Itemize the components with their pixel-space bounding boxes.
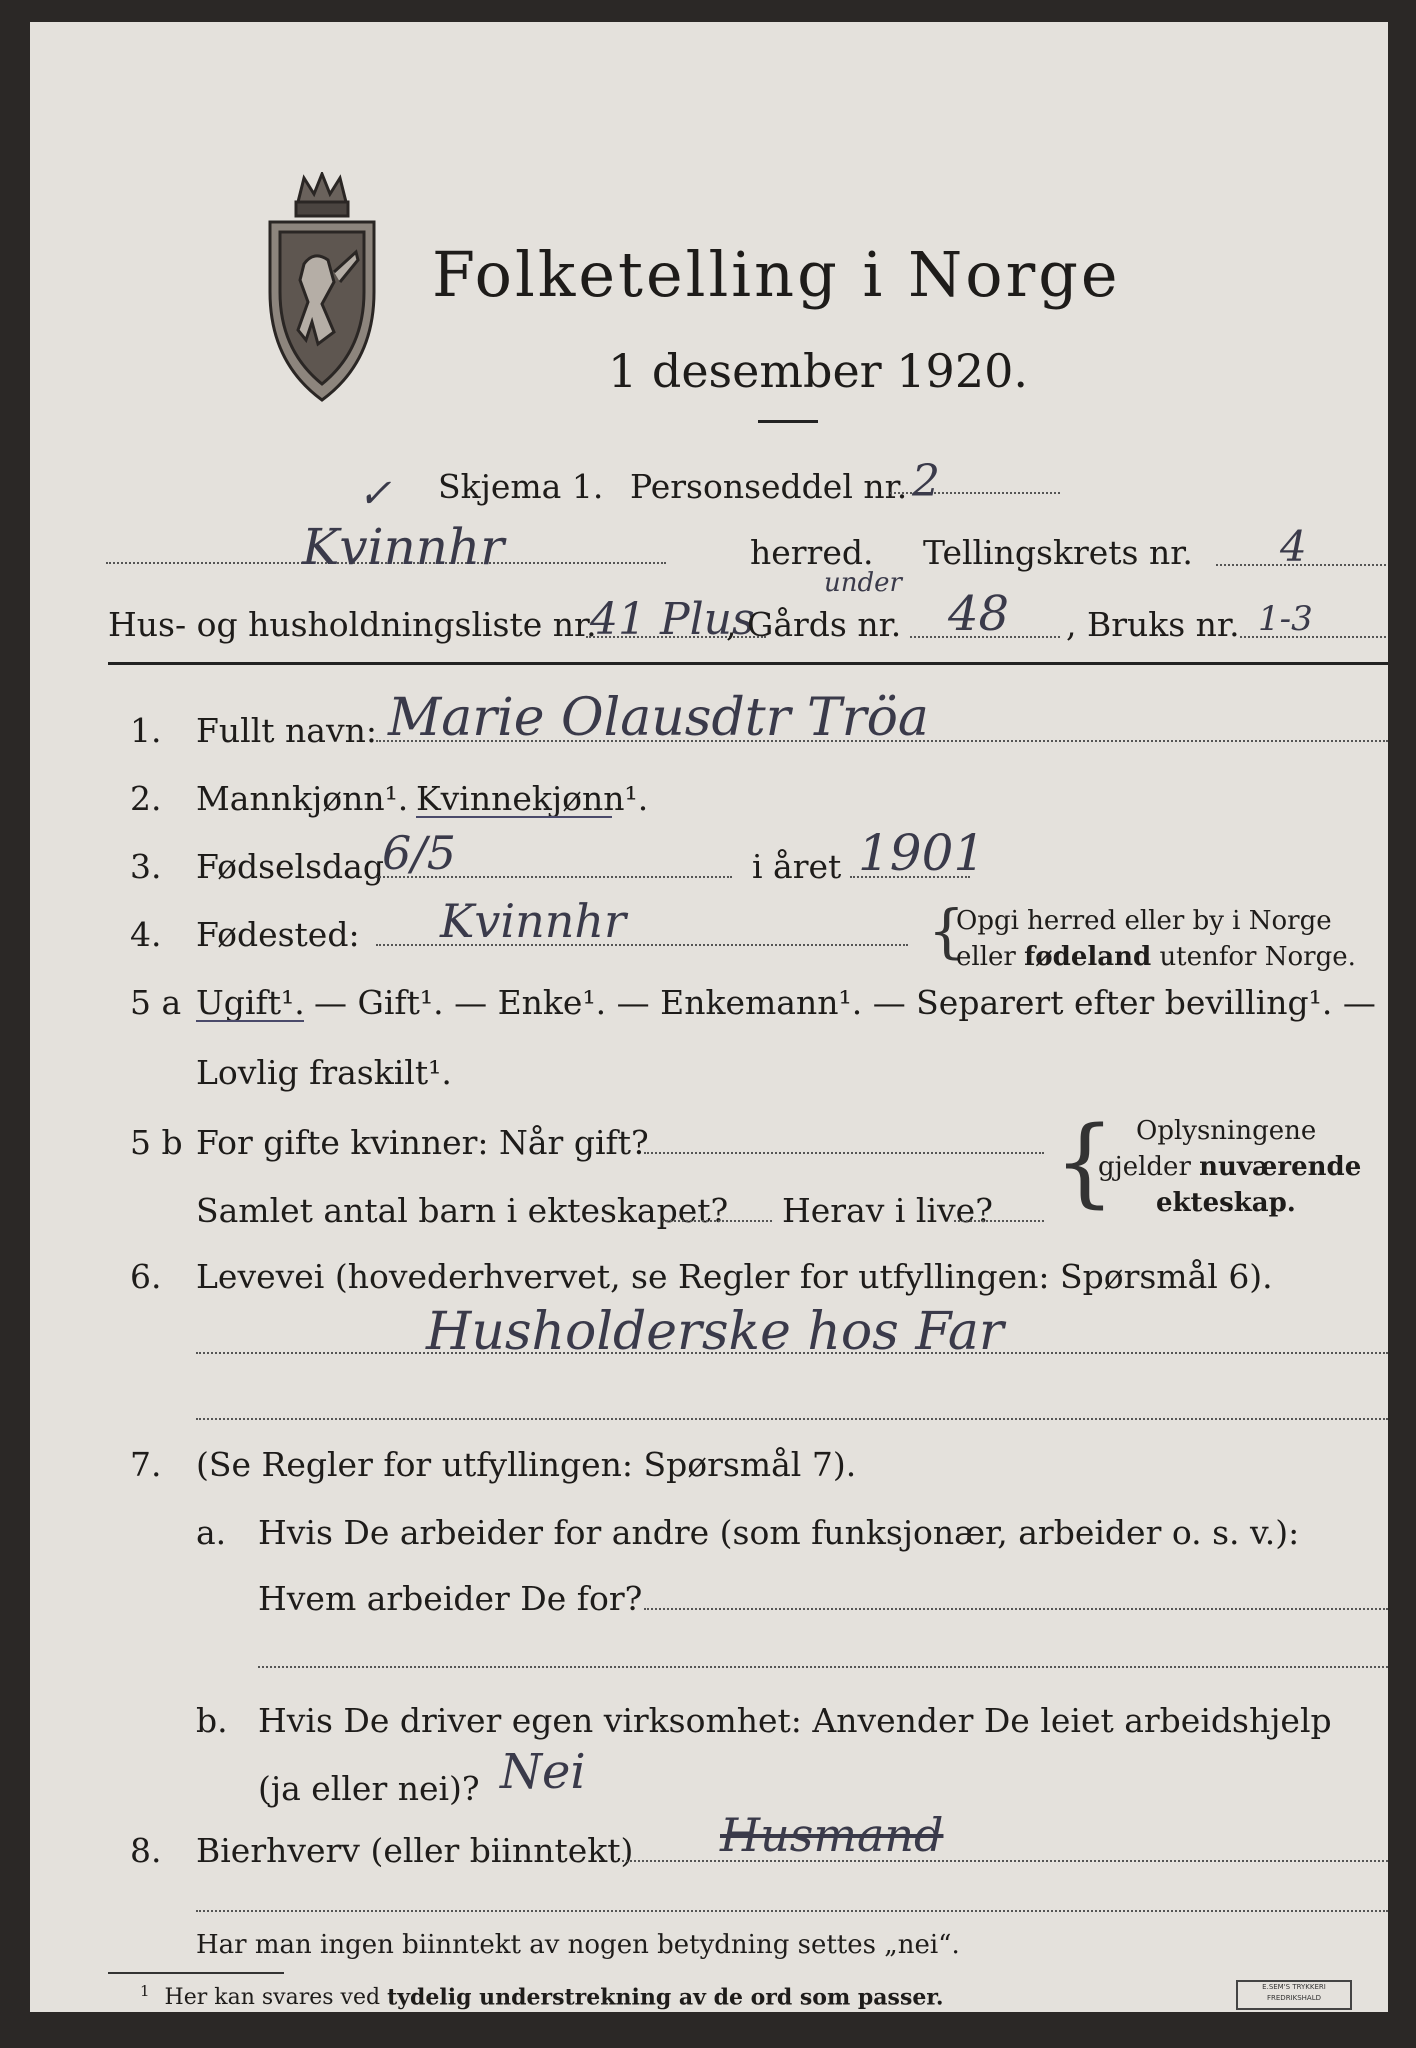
herred-label: herred. <box>750 533 874 572</box>
title-divider <box>758 420 818 423</box>
hus-value[interactable]: 41 Plus <box>590 594 755 645</box>
q7b-label2: (ja eller nei)? <box>258 1769 480 1808</box>
q5a-ugift-option[interactable]: Ugift¹. <box>196 983 305 1022</box>
q5a-ugift-underline <box>196 1020 304 1022</box>
printer-line1: E.SEM'S TRYKKERI <box>1262 1983 1326 1991</box>
q8-line2 <box>196 1910 1388 1912</box>
q7a-label1: Hvis De arbeider for andre (som funksjonær, arbeider o. s. v.): <box>258 1513 1300 1552</box>
q4-note-eller: eller <box>956 942 1016 972</box>
q8-label: Bierhverv (eller biinntekt) <box>196 1831 634 1870</box>
gards-above-value[interactable]: under <box>824 568 902 598</box>
q6-occupation-value[interactable]: Husholderske hos Far <box>426 1302 1004 1362</box>
q5a-fraskilt-option[interactable]: Lovlig fraskilt¹. <box>196 1053 452 1092</box>
q6-number: 6. <box>130 1257 162 1296</box>
q7b-answer-value[interactable]: Nei <box>500 1744 586 1800</box>
personseddel-value[interactable]: 2 <box>912 456 940 507</box>
q5b-note-gjelder: gjelder <box>1098 1152 1191 1182</box>
coat-of-arms-icon <box>262 172 382 404</box>
q5b-note-line1: Oplysningene <box>1136 1116 1317 1146</box>
footnote-text-a: Her kan svares ved <box>164 1985 381 2011</box>
q7-number: 7. <box>130 1445 162 1484</box>
printer-line2: FREDRIKSHALD <box>1266 1994 1321 2002</box>
q3-day-value[interactable]: 6/5 <box>382 826 457 880</box>
q7a-line2 <box>258 1666 1388 1668</box>
footnote <box>140 1984 944 2009</box>
hus-label: Hus- og husholdningsliste nr. <box>108 605 597 644</box>
herred-value[interactable]: Kvinnhr <box>302 518 505 576</box>
q1-number: 1. <box>130 711 162 750</box>
q3-label: Fødselsdag <box>196 847 384 886</box>
q4-number: 4. <box>130 915 162 954</box>
q5b-label-alive: Herav i live? <box>782 1191 993 1230</box>
q5b-label-married: For gifte kvinner: Når gift? <box>196 1123 649 1162</box>
personseddel-label: Personseddel nr. <box>630 467 908 506</box>
q5b-married-line <box>644 1152 1044 1154</box>
bottom-note: Har man ingen biinntekt av nogen betydning settes „nei“. <box>196 1930 960 1960</box>
q4-note-fodeland: fødeland <box>1024 942 1152 972</box>
tellingskrets-value[interactable]: 4 <box>1280 522 1307 571</box>
printer-mark <box>1236 1980 1352 2010</box>
q2-female-option[interactable]: Kvinnekjønn¹. <box>416 779 649 818</box>
tellingskrets-label: Tellingskrets nr. <box>923 533 1193 572</box>
q4-birthplace-value[interactable]: Kvinnhr <box>440 894 626 948</box>
q1-full-name-value[interactable]: Marie Olausdtr Tröa <box>388 688 929 748</box>
q5b-note-line3 <box>1156 1190 1296 1216</box>
q7-label: (Se Regler for utfyllingen: Spørsmål 7). <box>196 1445 857 1484</box>
census-form-page <box>30 22 1388 2012</box>
q7b-letter: b. <box>196 1701 228 1740</box>
q5b-children-line <box>662 1220 772 1222</box>
q2-female-underline <box>416 816 612 818</box>
q7b-label1: Hvis De driver egen virksomhet: Anvender De leiet arbeidshjelp <box>258 1701 1332 1740</box>
check-mark: ✓ <box>358 471 392 517</box>
q6-line2 <box>196 1418 1388 1420</box>
q5b-alive-line <box>954 1220 1044 1222</box>
q3-number: 3. <box>130 847 162 886</box>
q7a-letter: a. <box>196 1513 227 1552</box>
form-title: Folketelling i Norge <box>432 238 1121 311</box>
skjema-label: Skjema 1. <box>438 467 604 506</box>
bruks-label: , Bruks nr. <box>1066 605 1240 644</box>
header-divider <box>108 662 1388 665</box>
footnote-text-b: tydelig understrekning av de ord som passer. <box>387 1984 944 2011</box>
q5b-note-ekteskap: ekteskap. <box>1156 1188 1296 1218</box>
q3-year-label: i året <box>752 847 842 886</box>
footnote-divider <box>108 1972 284 1974</box>
q2-number: 2. <box>130 779 162 818</box>
q4-note-bracket: { <box>928 897 965 965</box>
q6-label: Levevei (hovederhvervet, se Regler for utfyllingen: Spørsmål 6). <box>196 1257 1273 1296</box>
q8-number: 8. <box>130 1831 162 1870</box>
q5b-label-children: Samlet antal barn i ekteskapet? <box>196 1191 729 1230</box>
q1-label: Fullt navn: <box>196 711 377 750</box>
q5a-number: 5 a <box>130 983 182 1022</box>
q5b-note-bracket: { <box>1054 1106 1116 1218</box>
q5b-note-nuvaerende: nuværende <box>1199 1152 1362 1182</box>
footnote-number: 1 <box>140 1982 150 2000</box>
bruks-value[interactable]: 1-3 <box>1258 599 1313 639</box>
gards-label: , Gårds nr. <box>726 605 902 644</box>
q5b-number: 5 b <box>130 1123 183 1162</box>
q7a-label2: Hvem arbeider De for? <box>258 1579 643 1618</box>
gards-value[interactable]: 48 <box>948 586 1010 642</box>
q4-label: Fødested: <box>196 915 360 954</box>
q5b-note-line2 <box>1098 1154 1361 1180</box>
q2-male-option[interactable]: Mannkjønn¹. <box>196 779 409 818</box>
q4-note-line2 <box>956 944 1356 970</box>
q4-note-line1: Opgi herred eller by i Norge <box>956 906 1332 936</box>
q5a-other-options[interactable]: — Gift¹. — Enke¹. — Enkemann¹. — Separert efter bevilling¹. — <box>314 983 1376 1022</box>
q7a-line1 <box>644 1608 1388 1610</box>
q4-note-utenfor: utenfor Norge. <box>1159 942 1356 972</box>
form-date: 1 desember 1920. <box>608 344 1028 398</box>
q8-side-income-value[interactable]: Husmand <box>720 1808 944 1862</box>
q3-year-value[interactable]: 1901 <box>858 824 986 882</box>
